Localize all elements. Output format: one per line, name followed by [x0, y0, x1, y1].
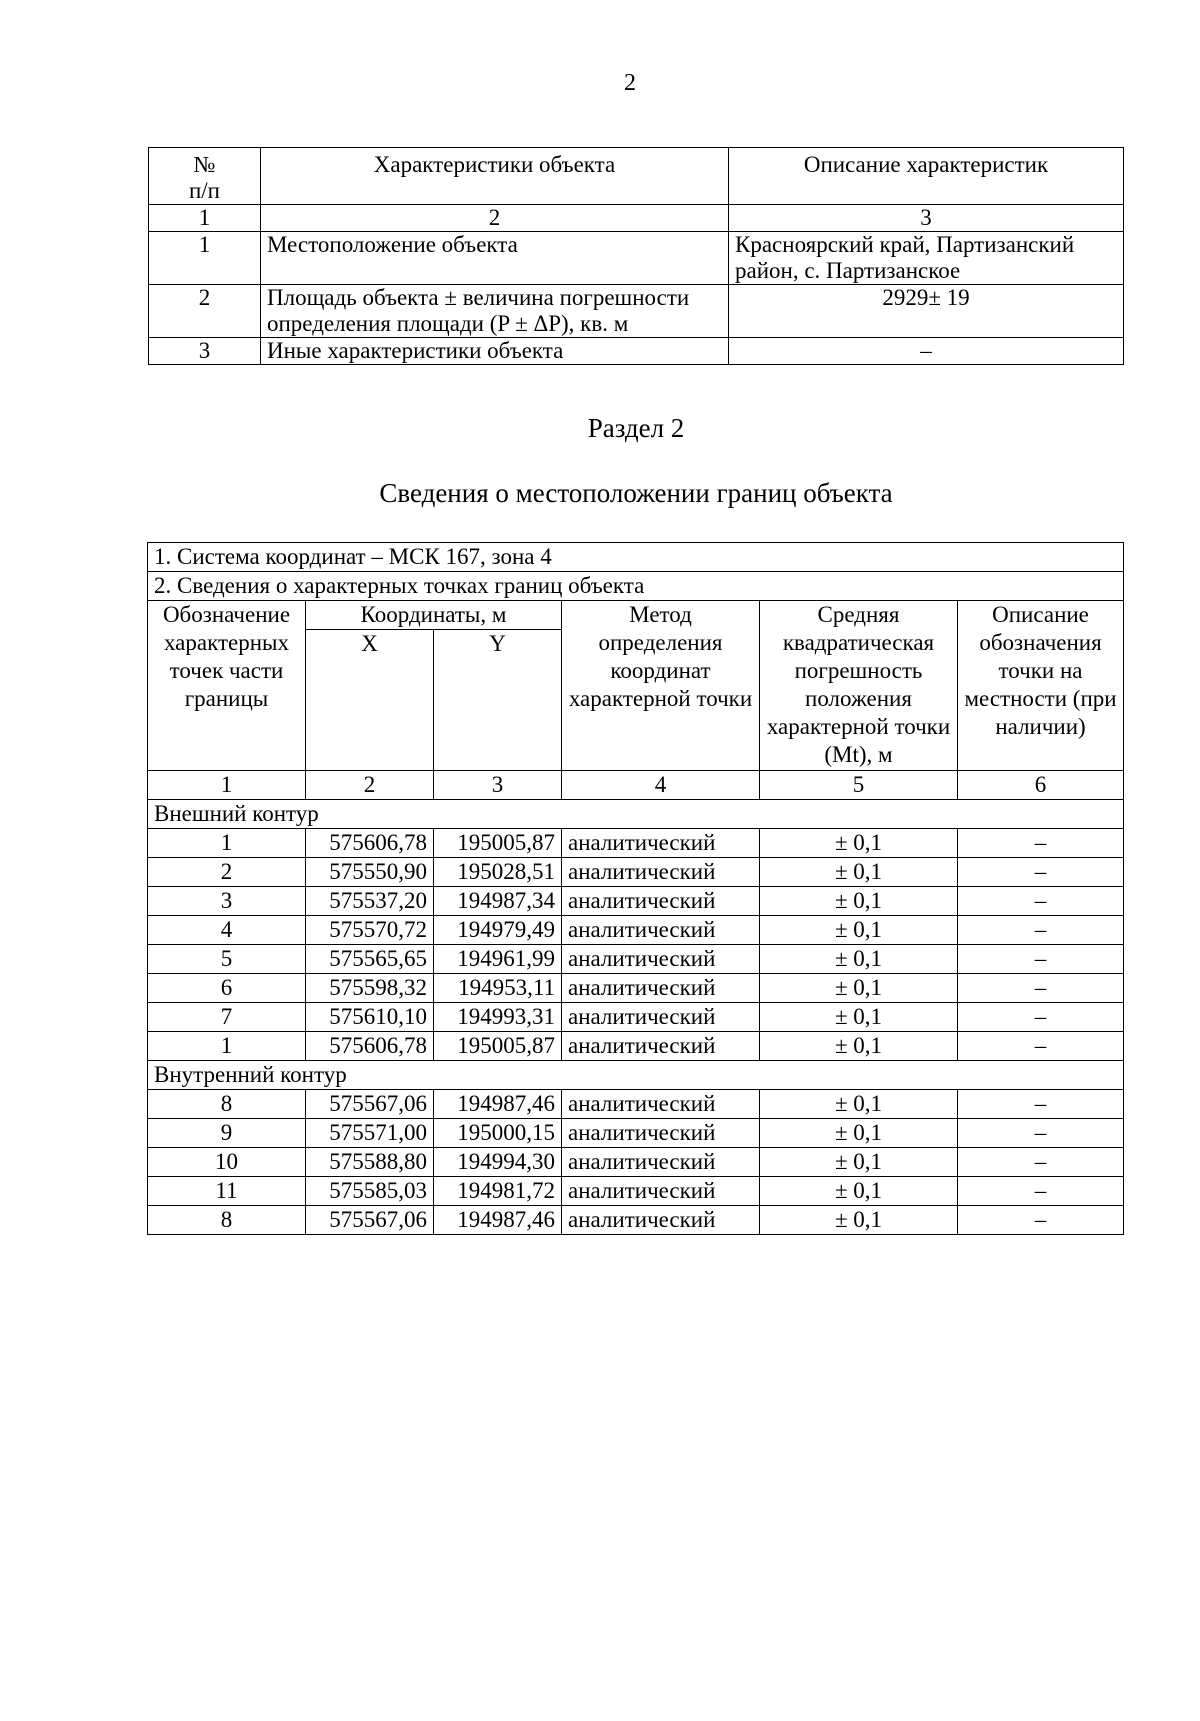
- error-value: ± 0,1: [760, 829, 958, 858]
- coord-system: 1. Система координат – МСК 167, зона 4: [148, 543, 1124, 572]
- table-row: [148, 829, 1124, 858]
- error-value: ± 0,1: [760, 1090, 958, 1119]
- header-method: Метод определения координат характерной точки: [562, 601, 760, 771]
- point-number: 4: [148, 916, 306, 945]
- point-description: –: [958, 1032, 1124, 1061]
- table-row: [148, 1090, 1124, 1119]
- row-number: 3: [149, 338, 261, 365]
- table-row: [148, 1177, 1124, 1206]
- header-number: № п/п: [149, 148, 261, 205]
- error-value: ± 0,1: [760, 858, 958, 887]
- point-description: –: [958, 1206, 1124, 1235]
- row-name: Местоположение объекта: [261, 232, 729, 285]
- header-num-6: 6: [958, 771, 1124, 800]
- inner-contour-row: [148, 1061, 1124, 1090]
- header-num-2: 2: [306, 771, 434, 800]
- coord-y: 194961,99: [434, 945, 562, 974]
- table-row: [148, 1032, 1124, 1061]
- coord-x: 575571,00: [306, 1119, 434, 1148]
- header-point-description: Описание обозначения точки на местности (при наличии): [958, 601, 1124, 771]
- point-number: 8: [148, 1206, 306, 1235]
- point-description: –: [958, 887, 1124, 916]
- method: аналитический: [562, 887, 760, 916]
- error-value: ± 0,1: [760, 887, 958, 916]
- point-description: –: [958, 945, 1124, 974]
- header-num-1: 1: [148, 771, 306, 800]
- error-value: ± 0,1: [760, 945, 958, 974]
- method: аналитический: [562, 1119, 760, 1148]
- error-value: ± 0,1: [760, 1148, 958, 1177]
- error-value: ± 0,1: [760, 1119, 958, 1148]
- coord-y: 194987,46: [434, 1090, 562, 1119]
- header-num-2: 2: [261, 205, 729, 232]
- coord-x: 575550,90: [306, 858, 434, 887]
- header-characteristics: Характеристики объекта: [261, 148, 729, 205]
- outer-contour-rows: [148, 829, 1124, 1061]
- method: аналитический: [562, 1148, 760, 1177]
- row-value: Красноярский край, Партизанский район, с. Партизанское: [729, 232, 1124, 285]
- table-row: [148, 916, 1124, 945]
- error-value: ± 0,1: [760, 1206, 958, 1235]
- coord-y: 195028,51: [434, 858, 562, 887]
- method: аналитический: [562, 829, 760, 858]
- points-title-row: [148, 572, 1124, 601]
- row-name: Иные характеристики объекта: [261, 338, 729, 365]
- method: аналитический: [562, 916, 760, 945]
- inner-contour-rows: [148, 1090, 1124, 1235]
- point-number: 7: [148, 1003, 306, 1032]
- section-title: Раздел 2: [587, 413, 685, 443]
- page-number: 2: [624, 70, 636, 96]
- method: аналитический: [562, 1003, 760, 1032]
- row-value: 2929± 19: [729, 285, 1124, 338]
- point-number: 9: [148, 1119, 306, 1148]
- error-value: ± 0,1: [760, 1032, 958, 1061]
- header-num-5: 5: [760, 771, 958, 800]
- section-subtitle: Сведения о местоположении границ объекта: [379, 478, 893, 508]
- coord-x: 575565,65: [306, 945, 434, 974]
- method: аналитический: [562, 1090, 760, 1119]
- table-row: [149, 285, 1124, 338]
- header-error: Средняя квадратическая погрешность положения характерной точки (Mt), м: [760, 601, 958, 771]
- coord-y: 195005,87: [434, 1032, 562, 1061]
- row-name: Площадь объекта ± величина погрешности определения площади (P ± ΔP), кв. м: [261, 285, 729, 338]
- table-header-row: [149, 148, 1124, 205]
- header-num-4: 4: [562, 771, 760, 800]
- object-characteristics-table: [148, 147, 1124, 365]
- row-number: 1: [149, 232, 261, 285]
- outer-contour-label: Внешний контур: [148, 800, 1124, 829]
- error-value: ± 0,1: [760, 916, 958, 945]
- coord-x: 575585,03: [306, 1177, 434, 1206]
- table-row: [148, 887, 1124, 916]
- table-row: [148, 1206, 1124, 1235]
- coord-y: 194981,72: [434, 1177, 562, 1206]
- coord-x: 575567,06: [306, 1206, 434, 1235]
- table-row: [148, 1003, 1124, 1032]
- point-description: –: [958, 916, 1124, 945]
- point-number: 8: [148, 1090, 306, 1119]
- points-title: 2. Сведения о характерных точках границ объекта: [148, 572, 1124, 601]
- point-description: –: [958, 1090, 1124, 1119]
- header-description: Описание характеристик: [729, 148, 1124, 205]
- header-coordinates: Координаты, м: [306, 601, 562, 630]
- coord-x: 575598,32: [306, 974, 434, 1003]
- coord-x: 575537,20: [306, 887, 434, 916]
- coord-y: 195000,15: [434, 1119, 562, 1148]
- coord-x: 575588,80: [306, 1148, 434, 1177]
- header-y: Y: [434, 630, 562, 771]
- coord-system-row: [148, 543, 1124, 572]
- point-number: 2: [148, 858, 306, 887]
- coord-y: 194979,49: [434, 916, 562, 945]
- table-row: [148, 1119, 1124, 1148]
- boundary-points-table: [147, 542, 1124, 1235]
- row-value: –: [729, 338, 1124, 365]
- coord-x: 575606,78: [306, 829, 434, 858]
- coord-y: 194994,30: [434, 1148, 562, 1177]
- table-row: [149, 338, 1124, 365]
- header-num-3: 3: [729, 205, 1124, 232]
- method: аналитический: [562, 858, 760, 887]
- row-number: 2: [149, 285, 261, 338]
- point-description: –: [958, 1177, 1124, 1206]
- table-row: [148, 945, 1124, 974]
- error-value: ± 0,1: [760, 1177, 958, 1206]
- point-description: –: [958, 1003, 1124, 1032]
- table-row: [148, 858, 1124, 887]
- coord-y: 194987,46: [434, 1206, 562, 1235]
- inner-contour-label: Внутренний контур: [148, 1061, 1124, 1090]
- header-num-1: 1: [149, 205, 261, 232]
- point-number: 3: [148, 887, 306, 916]
- outer-contour-row: [148, 800, 1124, 829]
- point-description: –: [958, 974, 1124, 1003]
- table-row: [148, 974, 1124, 1003]
- error-value: ± 0,1: [760, 974, 958, 1003]
- header-x: X: [306, 630, 434, 771]
- header-point-designation: Обозначение характерных точек части границы: [148, 601, 306, 771]
- point-number: 1: [148, 1032, 306, 1061]
- header-numbers-row: [149, 205, 1124, 232]
- method: аналитический: [562, 1032, 760, 1061]
- coord-x: 575570,72: [306, 916, 434, 945]
- method: аналитический: [562, 1177, 760, 1206]
- point-number: 5: [148, 945, 306, 974]
- table-row: [149, 232, 1124, 285]
- error-value: ± 0,1: [760, 1003, 958, 1032]
- coord-y: 194993,31: [434, 1003, 562, 1032]
- coord-x: 575606,78: [306, 1032, 434, 1061]
- point-description: –: [958, 1119, 1124, 1148]
- method: аналитический: [562, 974, 760, 1003]
- point-number: 6: [148, 974, 306, 1003]
- header-numbers-row: [148, 771, 1124, 800]
- coord-x: 575610,10: [306, 1003, 434, 1032]
- coord-y: 195005,87: [434, 829, 562, 858]
- coord-y: 194987,34: [434, 887, 562, 916]
- table-row: [148, 1148, 1124, 1177]
- table-header-row: [148, 601, 1124, 630]
- point-number: 10: [148, 1148, 306, 1177]
- method: аналитический: [562, 1206, 760, 1235]
- point-number: 11: [148, 1177, 306, 1206]
- method: аналитический: [562, 945, 760, 974]
- point-description: –: [958, 858, 1124, 887]
- point-description: –: [958, 829, 1124, 858]
- header-num-3: 3: [434, 771, 562, 800]
- point-description: –: [958, 1148, 1124, 1177]
- coord-x: 575567,06: [306, 1090, 434, 1119]
- point-number: 1: [148, 829, 306, 858]
- coord-y: 194953,11: [434, 974, 562, 1003]
